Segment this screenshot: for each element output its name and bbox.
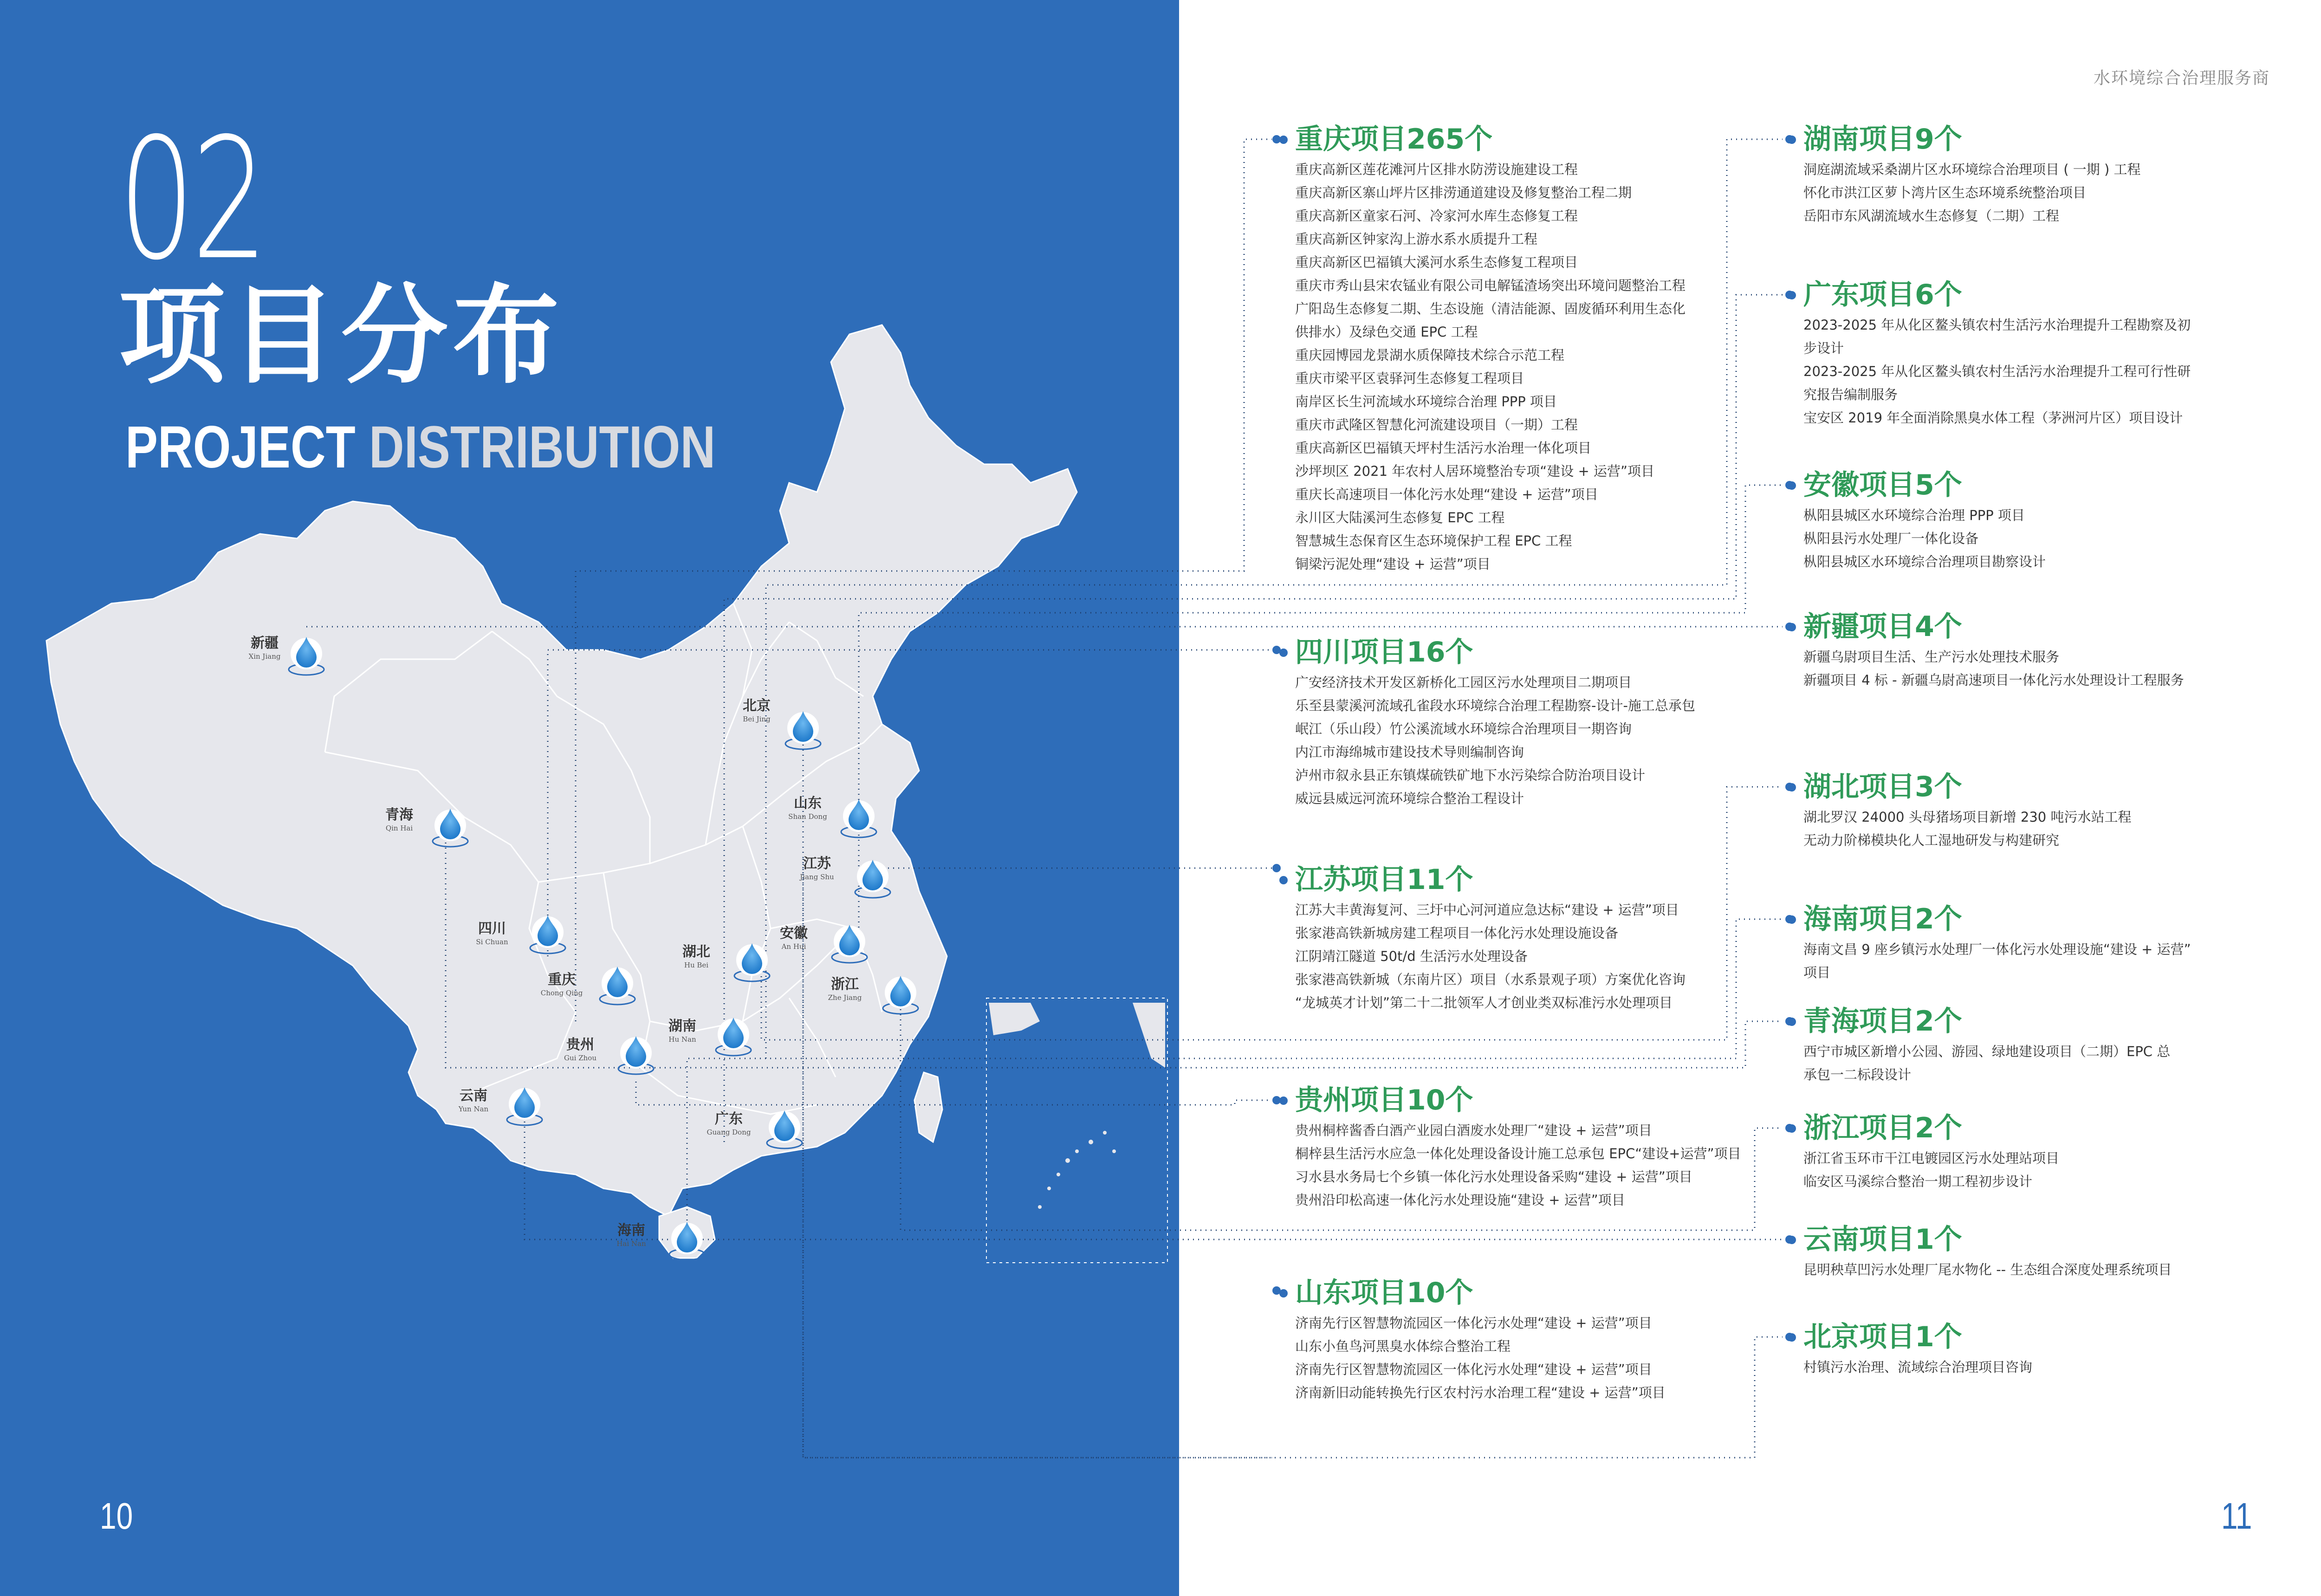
page-number-left: 10 [100, 1495, 133, 1537]
project-group-title [1295, 121, 1686, 158]
project-item: 村镇污水治理、流域综合治理项目咨询 [1803, 1359, 2033, 1375]
project-item: 重庆高新区巴福镇天坪村生活污水治理一体化项目 [1295, 440, 1592, 456]
province-label-en: An Hui [781, 942, 806, 951]
project-group-title-text: 贵州项目10个 [1295, 1084, 1473, 1116]
project-item: 张家港高铁新城房建工程项目一体化污水处理设施设备 [1295, 925, 1619, 941]
project-item: 供排水）及绿色交通 EPC 工程 [1295, 324, 1478, 340]
project-item: 广安经济技术开发区新桥化工园区污水处理项目二期项目 [1295, 675, 1632, 690]
project-group-title-text: 青海项目2个 [1803, 1005, 1962, 1038]
bullet-dot-icon [1788, 136, 1796, 144]
province-label-en: Zhe Jiang [828, 993, 862, 1002]
project-item: 沙坪坝区 2021 年农村人居环境整治专项“建设 + 运营”项目 [1295, 463, 1655, 479]
project-item: 步设计 [1803, 340, 1844, 356]
project-item: 乐至县蒙溪河流域孔雀段水环境综合治理工程勘察-设计-施工总承包 [1295, 698, 1695, 714]
project-group-title [1803, 901, 2191, 938]
project-group-hunan [1803, 121, 2141, 227]
province-label-en: Shan Dong [788, 812, 827, 821]
project-item: “龙城英才计划”第二十二批领军人才创业类双标准污水处理项目 [1295, 995, 1673, 1011]
project-group-title [1803, 467, 2046, 504]
project-item: 临安区马溪综合整治一期工程初步设计 [1803, 1174, 2033, 1189]
project-item: 重庆高新区钟家沟上游水系水质提升工程 [1295, 231, 1538, 247]
project-item: 重庆园博园龙景湖水质保障技术综合示范工程 [1295, 347, 1565, 363]
project-group-jiangsu [1295, 861, 1686, 1014]
project-group-guizhou [1295, 1082, 1741, 1212]
project-group-title [1295, 1082, 1741, 1119]
project-group-title-text: 北京项目1个 [1803, 1321, 1962, 1353]
project-item: 永川区大陆溪河生态修复 EPC 工程 [1295, 510, 1505, 526]
project-group-title [1803, 1003, 2170, 1040]
project-item: 泸州市叙永县正东镇煤硫铁矿地下水污染综合防治项目设计 [1295, 767, 1646, 783]
title-en-part2: DISTRIBUTION [369, 414, 716, 480]
bullet-dot-icon [1788, 915, 1796, 924]
project-group-title [1803, 1318, 2032, 1356]
project-item: 广阳岛生态修复二期、生态设施（清洁能源、固废循环利用生态化 [1295, 301, 1686, 317]
project-group-title-text: 浙江项目2个 [1803, 1112, 1962, 1144]
project-list [1803, 504, 2046, 573]
province-label-cn: 北京 [743, 698, 771, 714]
project-group-title-text: 安徽项目5个 [1803, 469, 1962, 501]
project-list [1295, 671, 1695, 810]
project-group-title-text: 山东项目10个 [1295, 1277, 1473, 1309]
project-list [1803, 313, 2191, 429]
project-list [1803, 1356, 2032, 1379]
project-group-sichuan [1295, 634, 1695, 810]
project-item: 内江市海绵城市建设技术导则编制咨询 [1295, 744, 1524, 760]
project-group-title [1803, 768, 2131, 805]
province-label-en: Si Chuan [476, 938, 508, 946]
project-list [1803, 645, 2184, 692]
project-item: 承包一二标段设计 [1803, 1067, 1912, 1083]
project-item: 江阴靖江隧道 50t/d 生活污水处理设备 [1295, 948, 1528, 964]
project-item: 浙江省玉环市干江电镀园区污水处理站项目 [1803, 1150, 2060, 1166]
project-group-hubei [1803, 768, 2131, 852]
section-number: 02 [118, 102, 265, 297]
project-item: 2023-2025 年从化区鳌头镇农村生活污水治理提升工程勘察及初 [1803, 317, 2191, 333]
project-item: 洞庭湖流域采桑湖片区水环境综合治理项目 ( 一期 ) 工程 [1803, 162, 2141, 177]
project-group-title-text: 广东项目6个 [1803, 279, 1962, 311]
project-group-zhejiang [1803, 1109, 2059, 1193]
project-group-hainan [1803, 901, 2191, 984]
project-item: 重庆高新区巴福镇大溪河水系生态修复工程项目 [1295, 254, 1578, 270]
province-label-cn: 四川 [478, 921, 506, 937]
project-item: 智慧城生态保育区生态环境保护工程 EPC 工程 [1295, 533, 1572, 549]
project-group-title [1295, 1274, 1666, 1311]
project-item: 海南文昌 9 座乡镇污水处理厂一体化污水处理设施“建设 + 运营” [1803, 941, 2191, 957]
project-item: 枞阳县城区水环境综合治理项目勘察设计 [1803, 554, 2046, 570]
section-title-cn: 项目分布 [118, 274, 564, 398]
province-label-cn: 湖南 [668, 1018, 696, 1034]
bullet-dot-icon [1279, 1289, 1288, 1298]
project-item: 岷江（乐山段）竹公溪流域水环境综合治理项目一期咨询 [1295, 721, 1632, 737]
project-group-title-text: 湖北项目3个 [1803, 771, 1962, 803]
project-item: 桐梓县生活污水应急一体化处理设备设计施工总承包 EPC“建设+运营”项目 [1295, 1146, 1741, 1161]
province-label-cn: 重庆 [548, 972, 576, 988]
project-group-title [1803, 1221, 2172, 1258]
bullet-dot-icon [1788, 1236, 1796, 1244]
province-label-en: Qin Hai [385, 824, 413, 832]
province-label-cn: 贵州 [566, 1037, 594, 1053]
project-item: 西宁市城区新增小公园、游园、绿地建设项目（二期）EPC 总 [1803, 1044, 2171, 1059]
province-label-en: Hu Nan [668, 1035, 696, 1044]
project-list [1803, 805, 2131, 852]
province-label-cn: 江苏 [803, 856, 831, 872]
province-label-cn: 山东 [794, 795, 822, 811]
project-list [1803, 1040, 2170, 1086]
project-item: 济南新旧动能转换先行区农村污水治理工程“建设 + 运营”项目 [1295, 1385, 1666, 1401]
province-label-cn: 湖北 [682, 944, 710, 960]
project-group-chongqing [1295, 121, 1686, 576]
project-group-yunnan [1803, 1221, 2172, 1281]
province-label-cn: 安徽 [780, 925, 808, 941]
project-item: 济南先行区智慧物流园区一体化污水处理“建设 + 运营”项目 [1295, 1362, 1652, 1377]
province-label-cn: 青海 [385, 807, 413, 823]
project-group-title [1803, 608, 2184, 645]
project-item: 贵州沿印松高速一体化污水处理设施“建设 + 运营”项目 [1295, 1192, 1625, 1208]
bullet-dot-icon [1788, 291, 1796, 299]
project-group-anhui [1803, 467, 2046, 573]
project-group-title-text: 四川项目16个 [1295, 636, 1473, 668]
bullet-dot-icon [1788, 1124, 1796, 1133]
project-item: 重庆高新区寨山坪片区排涝通道建设及修复整治工程二期 [1295, 185, 1632, 201]
project-list [1295, 1311, 1666, 1404]
project-item: 项目 [1803, 965, 1831, 980]
province-label-en: Guang Dong [707, 1128, 751, 1136]
province-label-en: Hai Nan [616, 1239, 646, 1248]
project-item: 2023-2025 年从化区鳌头镇农村生活污水治理提升工程可行性研 [1803, 363, 2191, 379]
project-group-title-text: 云南项目1个 [1803, 1223, 1962, 1256]
bullet-dot-icon [1788, 1018, 1796, 1026]
bullet-dot-icon [1788, 783, 1796, 792]
province-label-cn: 云南 [460, 1088, 487, 1104]
project-item: 济南先行区智慧物流园区一体化污水处理“建设 + 运营”项目 [1295, 1315, 1652, 1331]
project-group-title-text: 湖南项目9个 [1803, 123, 1962, 156]
project-item: 贵州桐梓酱香白酒产业园白酒废水处理厂“建设 + 运营”项目 [1295, 1122, 1652, 1138]
province-label-en: Hu Bei [684, 961, 709, 969]
project-item: 重庆高新区莲花滩河片区排水防涝设施建设工程 [1295, 162, 1578, 177]
province-label-en: Bei Jing [743, 715, 771, 723]
project-list [1803, 938, 2191, 984]
project-item: 重庆市秀山县宋农锰业有限公司电解锰渣场突出环境问题整治工程 [1295, 278, 1686, 293]
bullet-dot-icon [1279, 1096, 1288, 1105]
page-number-right: 11 [2221, 1495, 2252, 1537]
project-item: 新疆乌尉项目生活、生产污水处理技术服务 [1803, 649, 2060, 665]
title-en-part1: PROJECT [125, 414, 356, 480]
project-group-title [1803, 121, 2141, 158]
project-item: 枞阳县城区水环境综合治理 PPP 项目 [1803, 507, 2025, 523]
project-item: 重庆市梁平区袁驿河生态修复工程项目 [1295, 370, 1524, 386]
project-item: 枞阳县污水处理厂一体化设备 [1803, 531, 1979, 546]
project-group-title-text: 新疆项目4个 [1803, 610, 1962, 643]
project-item: 究报告编制服务 [1803, 387, 1898, 402]
project-item: 新疆项目 4 标 - 新疆乌尉高速项目一体化污水处理设计工程服务 [1803, 672, 2184, 688]
project-item: 重庆长高速项目一体化污水处理“建设 + 运营”项目 [1295, 487, 1598, 502]
project-group-shandong [1295, 1274, 1666, 1404]
project-list [1295, 158, 1686, 576]
province-label-en: Jiang Shu [800, 873, 834, 881]
project-list [1295, 898, 1686, 1014]
project-list [1803, 1147, 2059, 1193]
project-group-title-text: 重庆项目265个 [1295, 123, 1493, 156]
bullet-dot-icon [1788, 1333, 1796, 1342]
project-group-title [1803, 276, 2191, 313]
project-group-title-text: 海南项目2个 [1803, 903, 1962, 935]
bullet-dot-icon [1279, 136, 1288, 144]
bullet-dot-icon [1279, 649, 1288, 657]
south-china-sea-inset [986, 998, 1167, 1263]
bullet-dot-icon [1788, 623, 1796, 631]
project-group-title [1803, 1109, 2059, 1147]
province-label-cn: 浙江 [831, 976, 859, 993]
project-item: 怀化市洪江区萝卜湾片区生态环境系统整治项目 [1803, 185, 2087, 201]
province-label-en: Yun Nan [458, 1105, 489, 1113]
project-item: 重庆高新区童家石河、冷家河水库生态修复工程 [1295, 208, 1578, 224]
project-item: 重庆市武隆区智慧化河流建设项目（一期）工程 [1295, 417, 1578, 433]
project-item: 岳阳市东风湖流域水生态修复（二期）工程 [1803, 208, 2060, 224]
project-item: 南岸区长生河流域水环境综合治理 PPP 项目 [1295, 394, 1557, 409]
province-label-en: Xin Jiang [248, 652, 281, 661]
bullet-dot-icon [1279, 876, 1288, 884]
province-label-cn: 海南 [617, 1222, 645, 1239]
taiwan-island-shape [914, 1072, 942, 1142]
province-label-en: Chong Qing [540, 989, 583, 997]
project-item: 山东小鱼鸟河黑臭水体综合整治工程 [1295, 1338, 1511, 1354]
company-tagline: 水环境综合治理服务商 [2094, 69, 2270, 88]
project-group-xinjiang [1803, 608, 2184, 692]
project-item: 铜梁污泥处理“建设 + 运营”项目 [1295, 556, 1491, 572]
project-item: 湖北罗汉 24000 头母猪场项目新增 230 吨污水站工程 [1803, 809, 2132, 825]
project-item: 宝安区 2019 年全面消除黑臭水体工程（茅洲河片区）项目设计 [1803, 410, 2183, 426]
project-group-title [1295, 861, 1686, 898]
project-item: 张家港高铁新城（东南片区）项目（水系景观子项）方案优化咨询 [1295, 972, 1686, 987]
project-group-beijing [1803, 1318, 2032, 1379]
project-item: 江苏大丰黄海复河、三圩中心河河道应急达标“建设 + 运营”项目 [1295, 902, 1679, 918]
project-group-title [1295, 634, 1695, 671]
project-group-qinghai [1803, 1003, 2170, 1086]
project-item: 无动力阶梯模块化人工湿地研发与构建研究 [1803, 832, 2060, 848]
province-label-en: Gui Zhou [564, 1054, 596, 1062]
project-item: 习水县水务局七个乡镇一体化污水处理设备采购“建设 + 运营”项目 [1295, 1169, 1692, 1185]
project-list [1803, 158, 2141, 227]
bullet-dot-icon [1788, 481, 1796, 490]
project-group-guangdong [1803, 276, 2191, 429]
project-list [1295, 1119, 1741, 1212]
project-item: 昆明秧草凹污水处理厂尾水物化 -- 生态组合深度处理系统项目 [1803, 1262, 2172, 1278]
project-group-title-text: 江苏项目11个 [1295, 863, 1473, 896]
province-label-cn: 广东 [715, 1111, 743, 1127]
province-label-cn: 新疆 [251, 635, 279, 651]
project-item: 威远县威远河流环境综合整治工程设计 [1295, 791, 1524, 806]
project-list [1803, 1258, 2172, 1281]
